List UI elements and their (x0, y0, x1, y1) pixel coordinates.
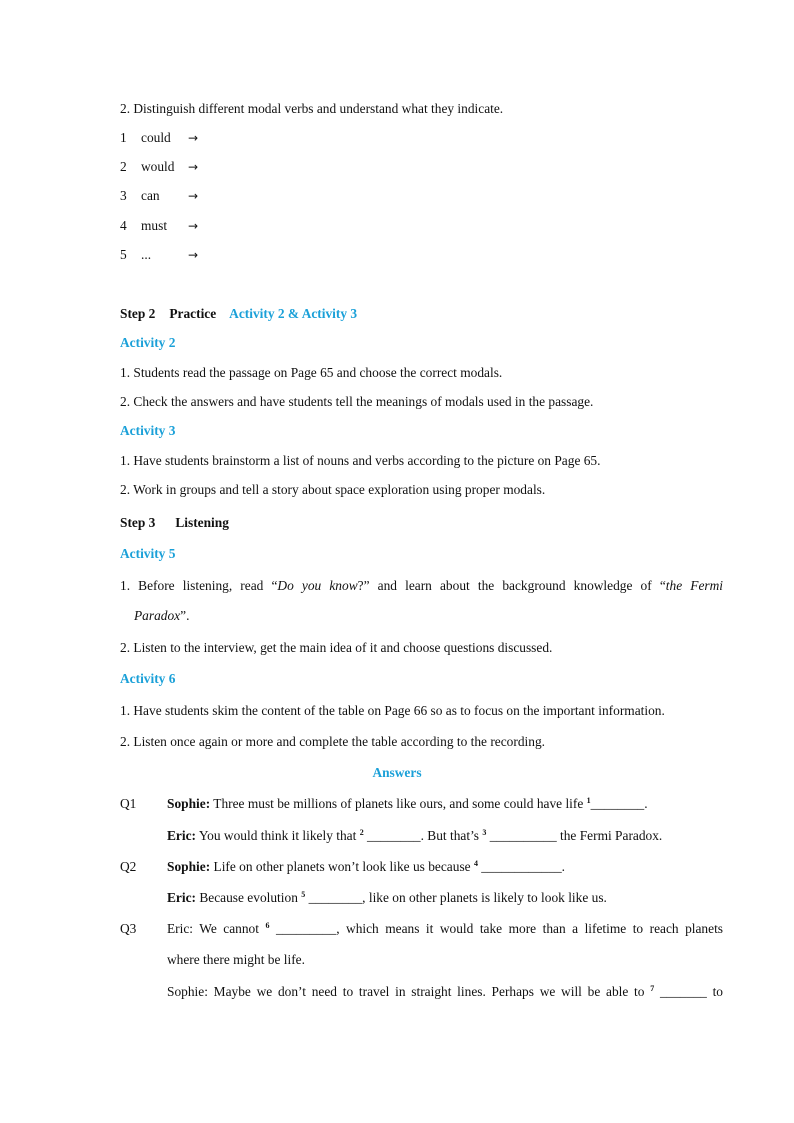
q1-label: Q1 (120, 796, 137, 811)
activity5-heading: Activity 5 (120, 546, 176, 561)
activity5-item-2: 2. Listen to the interview, get the main idea of it and choose questions discussed. (120, 640, 553, 655)
text-segment: ?” and learn about the background knowledge of “ (357, 578, 666, 593)
text-segment: You would think it likely that (196, 828, 360, 843)
q2-line-1 (167, 858, 565, 876)
q1-line-1 (167, 795, 648, 813)
step-name: Listening (175, 515, 229, 530)
text-segment: _________, which means it would take more than a lifetime to reach planets (269, 921, 724, 936)
q1-line-2 (167, 827, 662, 845)
text-segment: 1. Before listening, read “ (120, 578, 278, 593)
activity2-item-1: 1. Students read the passage on Page 65 and choose the correct modals. (120, 365, 503, 380)
modal-number: 2 (120, 159, 127, 174)
modal-number: 1 (120, 130, 127, 145)
step-label: Step 2 (120, 306, 156, 321)
text-segment: Because evolution (196, 890, 302, 905)
modal-word: ... (141, 247, 152, 262)
step-label: Step 3 (120, 515, 156, 530)
modal-item-3 (120, 187, 198, 205)
speaker-name: Eric: (167, 828, 196, 843)
activity5-item-1 (120, 577, 723, 595)
speaker-name: Sophie: (167, 859, 211, 874)
text-segment: _______ to (654, 984, 723, 999)
modal-word: must (141, 218, 168, 233)
right-arrow-icon: → (188, 160, 199, 174)
blank-number: 1 (586, 796, 591, 805)
text-segment: Sophie: Maybe we don’t need to travel in straight lines. Perhaps we will be able to (167, 984, 651, 999)
q3-label: Q3 (120, 921, 137, 936)
activity6-item-2: 2. Listen once again or more and complete the table according to the recording. (120, 734, 545, 749)
italic-text: the Fermi (665, 578, 723, 593)
modal-word: could (141, 130, 171, 145)
q2-line-2 (167, 889, 607, 907)
speaker-name: Eric: (167, 890, 196, 905)
q2-label: Q2 (120, 859, 137, 874)
text-segment: Three must be millions of planets like ours, and some could have life (210, 796, 587, 811)
q3-line-3 (167, 983, 723, 1001)
step3-heading (120, 514, 229, 532)
answer-blank: ________. (590, 796, 648, 811)
modal-number: 3 (120, 188, 127, 203)
modal-word: can (141, 188, 160, 203)
activity3-item-2: 2. Work in groups and tell a story about space exploration using proper modals. (120, 482, 546, 497)
intro-title: 2. Distinguish different modal verbs and understand what they indicate. (120, 101, 504, 116)
text-segment: Eric: We cannot (167, 921, 266, 936)
modal-number: 4 (120, 218, 127, 233)
activity6-heading: Activity 6 (120, 671, 176, 686)
answers-heading: Answers (372, 765, 422, 780)
activity2-heading: Activity 2 (120, 335, 176, 350)
answer-blank: ________, like on other planets is likely to look like us. (305, 890, 607, 905)
activity5-item-1-cont (134, 607, 189, 625)
italic-text: Do you know (277, 578, 358, 593)
answer-blank: __________ the Fermi Paradox. (486, 828, 663, 843)
activity6-item-1: 1. Have students skim the content of the table on Page 66 so as to focus on the important information. (120, 703, 665, 718)
answer-blank: ____________. (477, 859, 565, 874)
right-arrow-icon: → (188, 131, 199, 145)
activity3-item-1: 1. Have students brainstorm a list of nouns and verbs according to the picture on Page 65. (120, 453, 601, 468)
speaker-name: Sophie: (167, 796, 211, 811)
modal-number: 5 (120, 247, 127, 262)
blank-number: 6 (265, 921, 270, 930)
modal-item-5 (120, 246, 198, 264)
blank-number: 3 (482, 828, 487, 837)
step-activities: Activity 2 & Activity 3 (229, 306, 358, 321)
modal-item-4 (120, 217, 198, 235)
text-segment: ”. (180, 608, 190, 623)
q3-line-2: where there might be life. (167, 952, 305, 967)
italic-text: Paradox (134, 608, 181, 623)
right-arrow-icon: → (188, 219, 199, 233)
answer-blank: ________. But that’s (363, 828, 483, 843)
blank-number: 7 (650, 984, 655, 993)
modal-item-2 (120, 158, 198, 176)
modal-word: would (141, 159, 175, 174)
activity3-heading: Activity 3 (120, 423, 176, 438)
blank-number: 4 (473, 859, 478, 868)
text-segment: Life on other planets won’t look like us because (210, 859, 474, 874)
blank-number: 2 (359, 828, 364, 837)
q3-line-1 (167, 920, 723, 938)
activity2-item-2: 2. Check the answers and have students tell the meanings of modals used in the passage. (120, 394, 594, 409)
right-arrow-icon: → (188, 248, 199, 262)
right-arrow-icon: → (188, 189, 199, 203)
blank-number: 5 (301, 890, 306, 899)
step2-heading (120, 305, 357, 323)
modal-item-1 (120, 129, 198, 147)
step-name: Practice (169, 306, 217, 321)
